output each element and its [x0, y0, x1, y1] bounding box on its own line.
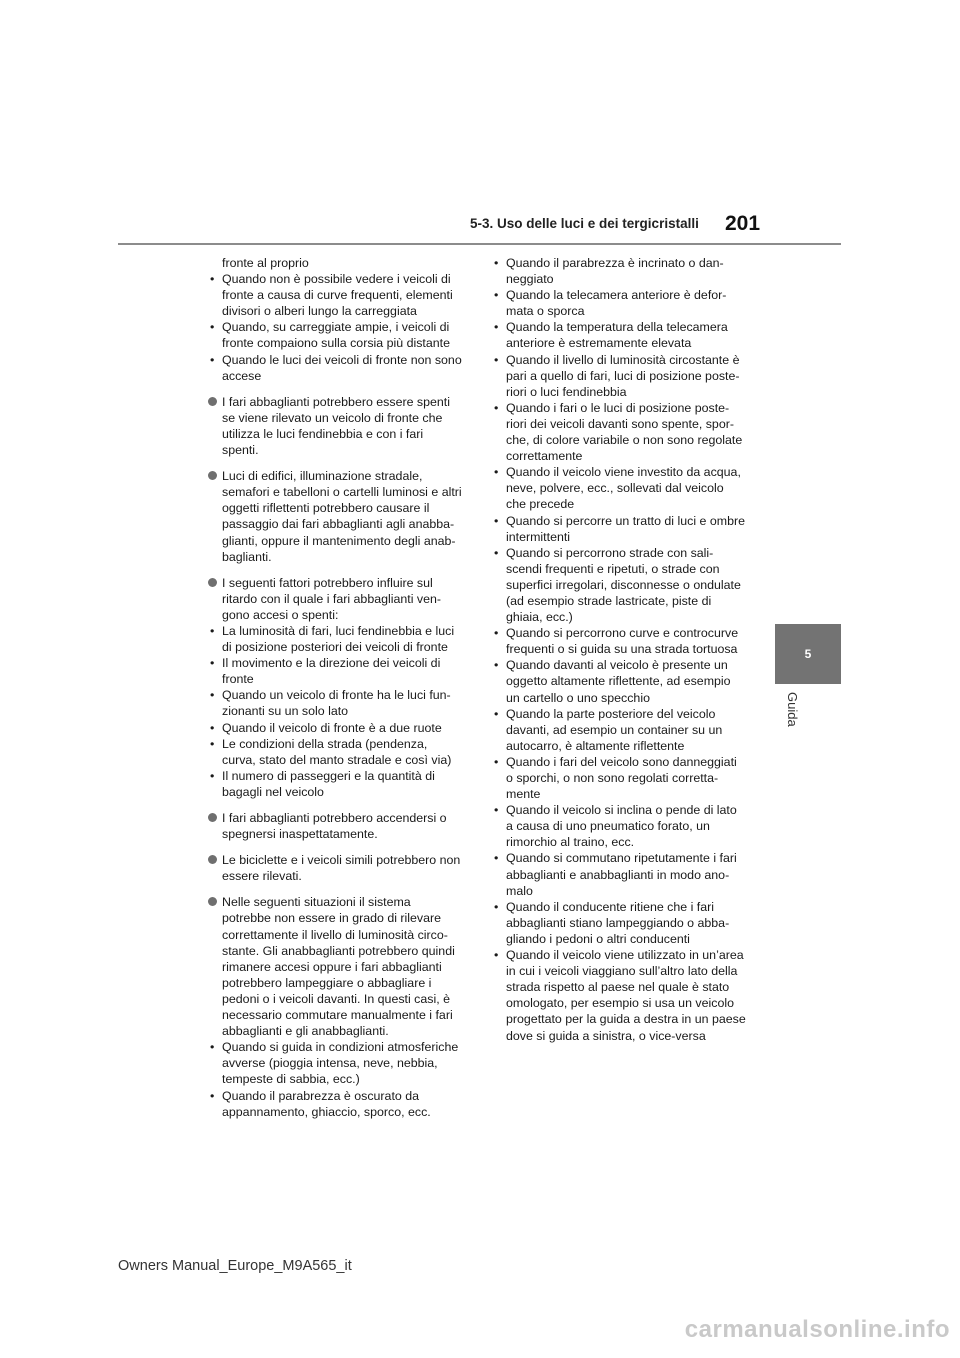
right-column	[492, 255, 747, 1044]
continued-paragraph	[208, 255, 463, 271]
list-item: • La luminosità di fari, luci fendinebbia e luci di posizione posteriori dei veicoli di fronte	[208, 623, 463, 655]
chapter-tab[interactable]	[775, 624, 841, 684]
bullet-icon	[208, 578, 217, 587]
note-text: Luci di edifici, illuminazione stradale, semafori e tabelloni o cartelli luminosi e altri oggetti riflettenti potrebbero causare il passaggio dai fari abbaglianti agli anabba-glianti, oppure il mantenimento degli anab-baglianti.	[222, 469, 462, 564]
note-text: I fari abbaglianti potrebbero essere spenti se viene rilevato un veicolo di fronte che utilizza le luci fendinebbia e con i fari spenti.	[222, 394, 450, 458]
list-item: • Quando il parabrezza è oscurato da appannamento, ghiaccio, sporco, ecc.	[208, 1088, 463, 1120]
list-item: • Quando si percorrono strade con sali-scendi frequenti e ripetuti, o strade con superfici irregolari, disconnesse o ondulate (ad esempio strade lastricate, piste di ghiaia, ecc.)	[492, 545, 747, 625]
list-item: • Quando, su carreggiate ampie, i veicoli di fronte compaiono sulla corsia più distante	[208, 319, 463, 351]
list-item: • Il numero di passeggeri e la quantità di bagagli nel veicolo	[208, 768, 463, 800]
situation-list	[208, 1039, 463, 1119]
document-id: Owners Manual_Europe_M9A565_it	[118, 1258, 352, 1274]
bullet-icon	[208, 813, 217, 822]
list-item: • Quando davanti al veicolo è presente un oggetto altamente riflettente, ad esempio un cartello o uno specchio	[492, 657, 747, 705]
list-item: • Quando si percorrono curve e controcurve frequenti o si guida su una strada tortuosa	[492, 625, 747, 657]
list-item: • Quando il veicolo si inclina o pende di lato a causa di uno pneumatico forato, un rimorchio al traino, ecc.	[492, 802, 747, 850]
bullet-icon	[208, 397, 217, 406]
note-text: Nelle seguenti situazioni il sistema potrebbe non essere in grado di rilevare correttamente il livello di luminosità circo-stante. Gli anabbaglianti potrebbero quindi rimanere accesi oppure i fari abbaglianti potrebbero lampeggiare o abbagliare i pedoni o i veicoli davanti. In questi casi, è necessario commutare manualmente i fari abbaglianti e gli anabbaglianti.	[222, 895, 455, 1039]
situation-list-continued	[492, 255, 747, 1044]
list-item: • Quando il veicolo viene investito da acqua, neve, polvere, ecc., sollevati dal veicolo che precede	[492, 464, 747, 512]
note-paragraph	[208, 468, 463, 565]
list-item: • Quando un veicolo di fronte ha le luci fun-zionanti su un solo lato	[208, 687, 463, 719]
list-item: • Quando la temperatura della telecamera anteriore è estremamente elevata	[492, 319, 747, 351]
note-text: Le biciclette e i veicoli simili potrebbero non essere rilevati.	[222, 853, 461, 884]
list-item: • Quando le luci dei veicoli di fronte non sono accese	[208, 352, 463, 384]
list-item: • Le condizioni della strada (pendenza, curva, stato del manto stradale e così via)	[208, 736, 463, 768]
watermark-logo: carmanualsonline.info	[684, 1316, 950, 1343]
list-item: • Quando il livello di luminosità circostante è pari a quello di fari, luci di posizione poste-riori o luci fendinebbia	[492, 352, 747, 400]
continued-list	[208, 271, 463, 384]
factor-list	[208, 623, 463, 800]
chapter-number: 5	[804, 647, 812, 661]
list-item: • Quando il veicolo viene utilizzato in un’area in cui i veicoli viaggiano sull’altro lato della strada rispetto al paese nel quale è stato omologato, per esempio si usa un veicolo progettato per la guida a destra in un paese dove si guida a sinistra, o vice-versa	[492, 947, 747, 1044]
list-item: • Quando il parabrezza è incrinato o dan-neggiato	[492, 255, 747, 287]
note-text: I fari abbaglianti potrebbero accendersi o spegnersi inaspettatamente.	[222, 811, 447, 842]
bullet-icon	[208, 471, 217, 480]
section-title: 5-3. Uso delle luci e dei tergicristalli	[470, 216, 699, 231]
bullet-icon	[208, 897, 217, 906]
list-item: • Quando i fari del veicolo sono danneggiati o sporchi, o non sono regolati corretta-mente	[492, 754, 747, 802]
note-paragraph	[208, 852, 463, 884]
note-paragraph	[208, 575, 463, 800]
bullet-icon	[208, 855, 217, 864]
note-text: I seguenti fattori potrebbero influire sul ritardo con il quale i fari abbaglianti ven-gono accesi o spenti:	[222, 575, 442, 622]
list-item: • Quando il conducente ritiene che i fari abbaglianti stiano lampeggiando o abba-gliando i pedoni o altri conducenti	[492, 899, 747, 947]
continued-line: fronte al proprio	[222, 256, 309, 270]
chapter-label: Guida	[785, 692, 800, 727]
list-item: • Quando la telecamera anteriore è defor-mata o sporca	[492, 287, 747, 319]
list-item: • Quando il veicolo di fronte è a due ruote	[208, 720, 463, 736]
list-item: • Quando si percorre un tratto di luci e ombre intermittenti	[492, 513, 747, 545]
note-paragraph	[208, 810, 463, 842]
left-column	[208, 255, 463, 1130]
note-paragraph	[208, 894, 463, 1119]
list-item: • Quando i fari o le luci di posizione poste-riori dei veicoli davanti sono spente, spor-che, di colore variabile o non sono regolate correttamente	[492, 400, 747, 464]
note-paragraph	[208, 394, 463, 458]
list-item: • Quando si commutano ripetutamente i fari abbaglianti e anabbaglianti in modo ano-malo	[492, 850, 747, 898]
list-item: • Quando non è possibile vedere i veicoli di fronte a causa di curve frequenti, elementi divisori o alberi lungo la carreggiata	[208, 271, 463, 319]
list-item: • Quando la parte posteriore del veicolo davanti, ad esempio un container su un autocarro, è altamente riflettente	[492, 706, 747, 754]
page-number: 201	[725, 212, 761, 235]
list-item: • Il movimento e la direzione dei veicoli di fronte	[208, 655, 463, 687]
list-item: • Quando si guida in condizioni atmosferiche avverse (pioggia intensa, neve, nebbia, tempeste di sabbia, ecc.)	[208, 1039, 463, 1087]
header-divider	[118, 243, 841, 245]
